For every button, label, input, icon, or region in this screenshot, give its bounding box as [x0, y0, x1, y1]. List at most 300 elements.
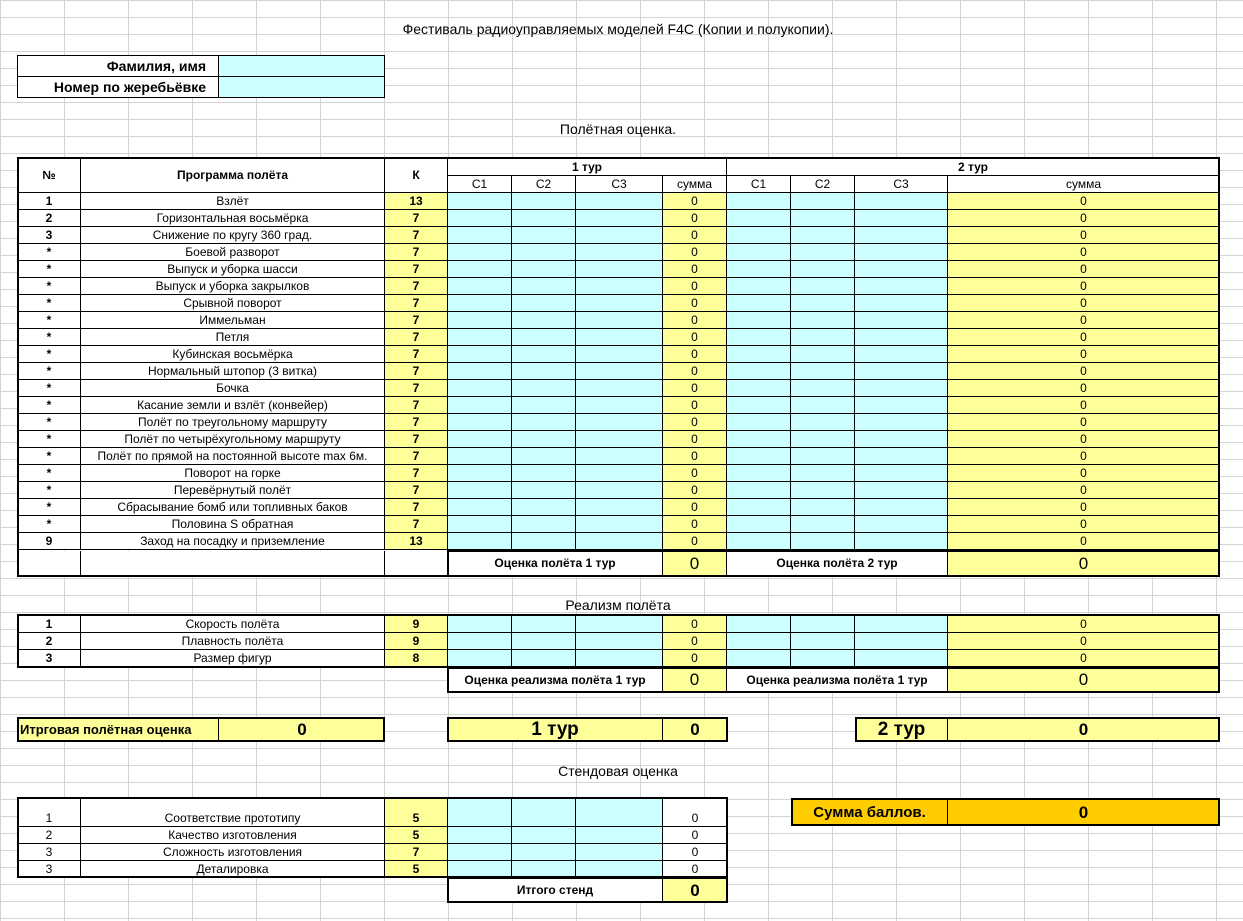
maneuver-name: Взлёт — [81, 193, 385, 210]
maneuver-name: Боевой разворот — [81, 244, 385, 261]
r1-c3-input[interactable] — [576, 363, 663, 380]
r1-c3-input[interactable] — [576, 414, 663, 431]
r2-c2-input[interactable] — [791, 193, 855, 210]
k-coefficient: 7 — [385, 244, 448, 261]
header-r1-c1: С1 — [448, 176, 512, 193]
maneuver-name: Поворот на горке — [81, 465, 385, 482]
r1-c3-input[interactable] — [576, 227, 663, 244]
row-number: * — [18, 465, 81, 482]
r1-c1-input[interactable] — [448, 193, 512, 210]
r1-c2-input[interactable] — [512, 193, 576, 210]
r1-c2-input[interactable] — [512, 482, 576, 499]
r1-c2-input[interactable] — [512, 363, 576, 380]
r2-c2-input[interactable] — [791, 261, 855, 278]
r2-c3-input[interactable] — [855, 465, 948, 482]
realism-r1-c1-input[interactable] — [448, 633, 512, 650]
r1-c3-input[interactable] — [576, 295, 663, 312]
r1-sum: 0 — [663, 210, 727, 227]
r2-c1-input[interactable] — [727, 227, 791, 244]
realism-r2-c3-input[interactable] — [855, 650, 948, 667]
static-sum: 0 — [663, 861, 727, 878]
r1-c2-input[interactable] — [512, 329, 576, 346]
r2-c1-input[interactable] — [727, 329, 791, 346]
r1-sum: 0 — [663, 431, 727, 448]
static-criterion: Деталировка — [81, 861, 385, 878]
r1-c3-input[interactable] — [576, 312, 663, 329]
final-r2-value: 0 — [948, 718, 1219, 741]
static-c3-input[interactable] — [576, 861, 663, 878]
r2-c1-input[interactable] — [727, 295, 791, 312]
r2-c2-input[interactable] — [791, 210, 855, 227]
r2-c3-input[interactable] — [855, 295, 948, 312]
r2-c3-input[interactable] — [855, 448, 948, 465]
r2-c1-input[interactable] — [727, 380, 791, 397]
r1-c3-input[interactable] — [576, 278, 663, 295]
r1-sum: 0 — [663, 516, 727, 533]
participant-name-label: Фамилия, имя — [17, 55, 219, 77]
r2-sum: 0 — [948, 397, 1219, 414]
r2-c3-input[interactable] — [855, 193, 948, 210]
realism-k: 8 — [385, 650, 448, 667]
r1-c2-input[interactable] — [512, 210, 576, 227]
maneuver-name: Горизонтальная восьмёрка — [81, 210, 385, 227]
maneuver-name: Перевёрнутый полёт — [81, 482, 385, 499]
maneuver-name: Полёт по прямой на постоянной высоте max 6м. — [81, 448, 385, 465]
r2-c1-input[interactable] — [727, 261, 791, 278]
maneuver-name: Срывной поворот — [81, 295, 385, 312]
realism-criterion: Скорость полёта — [81, 616, 385, 633]
r1-c1-input[interactable] — [448, 465, 512, 482]
static-c1-input[interactable] — [448, 799, 512, 827]
r2-c2-input[interactable] — [791, 312, 855, 329]
final-flight-label: Итрговая полётная оценка — [18, 718, 219, 741]
r2-c2-input[interactable] — [791, 227, 855, 244]
r2-c1-input[interactable] — [727, 499, 791, 516]
grand-total-label: Сумма баллов. — [792, 799, 948, 825]
r2-c3-input[interactable] — [855, 516, 948, 533]
r1-c3-input[interactable] — [576, 397, 663, 414]
r2-sum: 0 — [948, 363, 1219, 380]
maneuver-name: Кубинская восьмёрка — [81, 346, 385, 363]
r1-c1-input[interactable] — [448, 329, 512, 346]
header-round-2: 2 тур — [727, 158, 1219, 176]
maneuver-name: Петля — [81, 329, 385, 346]
k-coefficient: 7 — [385, 516, 448, 533]
realism-r1-c1-input[interactable] — [448, 616, 512, 633]
static-k: 5 — [385, 799, 448, 827]
r1-c2-input[interactable] — [512, 380, 576, 397]
r1-c3-input[interactable] — [576, 431, 663, 448]
row-number: * — [18, 312, 81, 329]
header-r2-c1: С1 — [727, 176, 791, 193]
static-c2-input[interactable] — [512, 861, 576, 878]
r1-c1-input[interactable] — [448, 278, 512, 295]
header-number: № — [18, 158, 81, 193]
r1-sum: 0 — [663, 261, 727, 278]
r1-c2-input[interactable] — [512, 346, 576, 363]
r1-sum: 0 — [663, 193, 727, 210]
realism-r1-sum: 0 — [663, 650, 727, 667]
r2-c2-input[interactable] — [791, 244, 855, 261]
r1-c1-input[interactable] — [448, 397, 512, 414]
r2-c2-input[interactable] — [791, 516, 855, 533]
r1-sum: 0 — [663, 380, 727, 397]
static-c3-input[interactable] — [576, 827, 663, 844]
r1-c2-input[interactable] — [512, 499, 576, 516]
r1-c3-input[interactable] — [576, 380, 663, 397]
r1-c2-input[interactable] — [512, 533, 576, 550]
r1-c2-input[interactable] — [512, 244, 576, 261]
row-number: * — [18, 261, 81, 278]
flight-total-spacer-num — [18, 551, 81, 575]
maneuver-name: Нормальный штопор (3 витка) — [81, 363, 385, 380]
static-c1-input[interactable] — [448, 827, 512, 844]
realism-r2-sum: 0 — [948, 616, 1219, 633]
r2-c1-input[interactable] — [727, 516, 791, 533]
r2-c1-input[interactable] — [727, 431, 791, 448]
row-number: 3 — [18, 227, 81, 244]
grand-total-value: 0 — [948, 799, 1219, 825]
r2-c2-input[interactable] — [791, 414, 855, 431]
r2-sum: 0 — [948, 380, 1219, 397]
k-coefficient: 7 — [385, 210, 448, 227]
realism-r2-c1-input[interactable] — [727, 616, 791, 633]
realism-r1-c2-input[interactable] — [512, 616, 576, 633]
header-r2-c3: С3 — [855, 176, 948, 193]
flight-total-r2-label: Оценка полёта 2 тур — [727, 551, 948, 575]
r1-c2-input[interactable] — [512, 278, 576, 295]
static-row-number: 2 — [18, 827, 81, 844]
r2-c1-input[interactable] — [727, 465, 791, 482]
flight-total-r2-value: 0 — [948, 551, 1219, 575]
k-coefficient: 13 — [385, 193, 448, 210]
realism-row-number: 3 — [18, 650, 81, 667]
r2-c3-input[interactable] — [855, 278, 948, 295]
static-c2-input[interactable] — [512, 844, 576, 861]
k-coefficient: 7 — [385, 312, 448, 329]
r2-c1-input[interactable] — [727, 414, 791, 431]
header-r1-sum: сумма — [663, 176, 727, 193]
r2-c2-input[interactable] — [791, 346, 855, 363]
r2-c3-input[interactable] — [855, 261, 948, 278]
realism-r1-c2-input[interactable] — [512, 650, 576, 667]
realism-r1-c2-input[interactable] — [512, 633, 576, 650]
static-row-number: 3 — [18, 844, 81, 861]
row-number: * — [18, 363, 81, 380]
r2-c3-input[interactable] — [855, 210, 948, 227]
r1-c1-input[interactable] — [448, 516, 512, 533]
r1-sum: 0 — [663, 312, 727, 329]
r2-sum: 0 — [948, 278, 1219, 295]
r2-sum: 0 — [948, 312, 1219, 329]
final-r1-value: 0 — [663, 718, 727, 741]
r2-c2-input[interactable] — [791, 329, 855, 346]
flight-total-r1-label: Оценка полёта 1 тур — [448, 551, 663, 575]
r2-c3-input[interactable] — [855, 244, 948, 261]
participant-name-input[interactable] — [218, 55, 385, 77]
k-coefficient: 7 — [385, 227, 448, 244]
r2-c3-input[interactable] — [855, 346, 948, 363]
r2-c3-input[interactable] — [855, 312, 948, 329]
k-coefficient: 7 — [385, 329, 448, 346]
static-c3-input[interactable] — [576, 844, 663, 861]
r1-c1-input[interactable] — [448, 448, 512, 465]
r2-c2-input[interactable] — [791, 499, 855, 516]
r1-c2-input[interactable] — [512, 414, 576, 431]
r1-c1-input[interactable] — [448, 261, 512, 278]
maneuver-name: Касание земли и взлёт (конвейер) — [81, 397, 385, 414]
r2-c1-input[interactable] — [727, 397, 791, 414]
r1-c3-input[interactable] — [576, 193, 663, 210]
k-coefficient: 7 — [385, 261, 448, 278]
r1-c3-input[interactable] — [576, 499, 663, 516]
k-coefficient: 7 — [385, 278, 448, 295]
realism-k: 9 — [385, 633, 448, 650]
static-sum: 0 — [663, 799, 727, 827]
maneuver-name: Бочка — [81, 380, 385, 397]
r1-c1-input[interactable] — [448, 414, 512, 431]
r2-c3-input[interactable] — [855, 414, 948, 431]
r2-c2-input[interactable] — [791, 431, 855, 448]
r2-c1-input[interactable] — [727, 312, 791, 329]
r2-c1-input[interactable] — [727, 448, 791, 465]
r1-c2-input[interactable] — [512, 465, 576, 482]
r1-c2-input[interactable] — [512, 261, 576, 278]
r1-c3-input[interactable] — [576, 448, 663, 465]
r2-sum: 0 — [948, 244, 1219, 261]
r1-c3-input[interactable] — [576, 329, 663, 346]
static-c1-input[interactable] — [448, 844, 512, 861]
row-number: 1 — [18, 193, 81, 210]
r2-sum: 0 — [948, 295, 1219, 312]
r2-sum: 0 — [948, 516, 1219, 533]
r1-c3-input[interactable] — [576, 210, 663, 227]
r1-c1-input[interactable] — [448, 533, 512, 550]
r2-sum: 0 — [948, 414, 1219, 431]
row-number: * — [18, 499, 81, 516]
maneuver-name: Снижение по кругу 360 град. — [81, 227, 385, 244]
header-r1-c2: С2 — [512, 176, 576, 193]
realism-total-r1-value: 0 — [663, 668, 727, 691]
r2-c3-input[interactable] — [855, 227, 948, 244]
realism-r2-c1-input[interactable] — [727, 633, 791, 650]
realism-total-r2-value: 0 — [948, 668, 1219, 691]
realism-criterion: Размер фигур — [81, 650, 385, 667]
r1-c1-input[interactable] — [448, 210, 512, 227]
r1-sum: 0 — [663, 499, 727, 516]
r2-c3-input[interactable] — [855, 397, 948, 414]
static-c2-input[interactable] — [512, 799, 576, 827]
r1-sum: 0 — [663, 278, 727, 295]
realism-r2-c2-input[interactable] — [791, 650, 855, 667]
static-c3-input[interactable] — [576, 799, 663, 827]
r1-sum: 0 — [663, 448, 727, 465]
row-number: * — [18, 448, 81, 465]
maneuver-name: Полёт по четырёхугольному маршруту — [81, 431, 385, 448]
row-number: * — [18, 380, 81, 397]
r1-sum: 0 — [663, 465, 727, 482]
r1-c1-input[interactable] — [448, 346, 512, 363]
draw-number-label: Номер по жеребьёвке — [17, 76, 219, 98]
r1-c2-input[interactable] — [512, 227, 576, 244]
static-c1-input[interactable] — [448, 861, 512, 878]
r1-c2-input[interactable] — [512, 312, 576, 329]
r2-c2-input[interactable] — [791, 380, 855, 397]
r2-c1-input[interactable] — [727, 244, 791, 261]
r1-c2-input[interactable] — [512, 431, 576, 448]
realism-r2-c1-input[interactable] — [727, 650, 791, 667]
final-r1-label: 1 тур — [448, 718, 663, 741]
r2-c2-input[interactable] — [791, 363, 855, 380]
r1-sum: 0 — [663, 482, 727, 499]
realism-r2-c3-input[interactable] — [855, 616, 948, 633]
r1-c2-input[interactable] — [512, 448, 576, 465]
r1-c1-input[interactable] — [448, 363, 512, 380]
r2-c1-input[interactable] — [727, 482, 791, 499]
static-total-value: 0 — [663, 878, 727, 902]
r1-c3-input[interactable] — [576, 516, 663, 533]
k-coefficient: 7 — [385, 295, 448, 312]
maneuver-name: Заход на посадку и приземление — [81, 533, 385, 550]
static-total-label: Итгого стенд — [448, 878, 663, 902]
r2-c3-input[interactable] — [855, 380, 948, 397]
row-number: 2 — [18, 210, 81, 227]
r1-c2-input[interactable] — [512, 516, 576, 533]
r2-c2-input[interactable] — [791, 278, 855, 295]
r1-c3-input[interactable] — [576, 533, 663, 550]
row-number: * — [18, 431, 81, 448]
header-round-1: 1 тур — [448, 158, 727, 176]
k-coefficient: 7 — [385, 465, 448, 482]
flight-total-spacer-name — [81, 551, 385, 575]
k-coefficient: 7 — [385, 431, 448, 448]
r2-sum: 0 — [948, 346, 1219, 363]
static-sum: 0 — [663, 827, 727, 844]
r1-c3-input[interactable] — [576, 346, 663, 363]
r2-c3-input[interactable] — [855, 499, 948, 516]
r1-c1-input[interactable] — [448, 312, 512, 329]
flight-section-title: Полётная оценка. — [559, 121, 677, 137]
r2-c2-input[interactable] — [791, 397, 855, 414]
r2-c3-input[interactable] — [855, 482, 948, 499]
realism-r2-c2-input[interactable] — [791, 633, 855, 650]
static-sum: 0 — [663, 844, 727, 861]
r2-c1-input[interactable] — [727, 363, 791, 380]
r2-sum: 0 — [948, 193, 1219, 210]
maneuver-name: Половина S обратная — [81, 516, 385, 533]
maneuver-name: Полёт по треугольному маршруту — [81, 414, 385, 431]
static-section-title: Стендовая оценка — [558, 763, 678, 779]
r2-sum: 0 — [948, 482, 1219, 499]
maneuver-name: Сбрасывание бомб или топливных баков — [81, 499, 385, 516]
realism-r1-c3-input[interactable] — [576, 633, 663, 650]
r2-sum: 0 — [948, 431, 1219, 448]
row-number: * — [18, 244, 81, 261]
r1-sum: 0 — [663, 244, 727, 261]
r2-sum: 0 — [948, 329, 1219, 346]
r1-c3-input[interactable] — [576, 465, 663, 482]
realism-r2-c3-input[interactable] — [855, 633, 948, 650]
realism-section-title: Реализм полёта — [565, 597, 671, 613]
r2-c1-input[interactable] — [727, 533, 791, 550]
r2-sum: 0 — [948, 210, 1219, 227]
header-r2-c2: С2 — [791, 176, 855, 193]
r1-c1-input[interactable] — [448, 499, 512, 516]
r2-sum: 0 — [948, 533, 1219, 550]
k-coefficient: 7 — [385, 363, 448, 380]
r2-c3-input[interactable] — [855, 363, 948, 380]
r1-c3-input[interactable] — [576, 261, 663, 278]
r2-c3-input[interactable] — [855, 431, 948, 448]
static-c2-input[interactable] — [512, 827, 576, 844]
static-k: 5 — [385, 827, 448, 844]
static-criterion: Сложность изготовления — [81, 844, 385, 861]
realism-k: 9 — [385, 616, 448, 633]
row-number: * — [18, 346, 81, 363]
realism-r2-sum: 0 — [948, 650, 1219, 667]
static-k: 5 — [385, 861, 448, 878]
r1-sum: 0 — [663, 533, 727, 550]
realism-r1-c3-input[interactable] — [576, 616, 663, 633]
r2-c2-input[interactable] — [791, 533, 855, 550]
r1-c2-input[interactable] — [512, 397, 576, 414]
r2-c3-input[interactable] — [855, 533, 948, 550]
k-coefficient: 7 — [385, 346, 448, 363]
r2-c2-input[interactable] — [791, 448, 855, 465]
k-coefficient: 7 — [385, 499, 448, 516]
row-number: * — [18, 295, 81, 312]
row-number: * — [18, 397, 81, 414]
realism-r1-c1-input[interactable] — [448, 650, 512, 667]
k-coefficient: 7 — [385, 482, 448, 499]
realism-r1-c3-input[interactable] — [576, 650, 663, 667]
r2-c2-input[interactable] — [791, 295, 855, 312]
r2-c2-input[interactable] — [791, 482, 855, 499]
r1-c1-input[interactable] — [448, 380, 512, 397]
header-r1-c3: С3 — [576, 176, 663, 193]
r1-sum: 0 — [663, 295, 727, 312]
r2-c3-input[interactable] — [855, 329, 948, 346]
row-number: * — [18, 516, 81, 533]
r2-c1-input[interactable] — [727, 193, 791, 210]
r1-c1-input[interactable] — [448, 482, 512, 499]
r1-c2-input[interactable] — [512, 295, 576, 312]
realism-r2-sum: 0 — [948, 633, 1219, 650]
final-flight-value: 0 — [219, 718, 385, 741]
r1-c1-input[interactable] — [448, 431, 512, 448]
r1-c1-input[interactable] — [448, 244, 512, 261]
k-coefficient: 13 — [385, 533, 448, 550]
r2-c2-input[interactable] — [791, 465, 855, 482]
realism-row-number: 1 — [18, 616, 81, 633]
page-title: Фестиваль радиоуправляемых моделей F4C (Копии и полукопии). — [402, 20, 834, 37]
r2-c1-input[interactable] — [727, 278, 791, 295]
r2-c1-input[interactable] — [727, 210, 791, 227]
draw-number-input[interactable] — [218, 76, 385, 98]
maneuver-name: Иммельман — [81, 312, 385, 329]
r2-c1-input[interactable] — [727, 346, 791, 363]
r1-sum: 0 — [663, 414, 727, 431]
r1-c3-input[interactable] — [576, 482, 663, 499]
r1-sum: 0 — [663, 363, 727, 380]
realism-r2-c2-input[interactable] — [791, 616, 855, 633]
r1-c1-input[interactable] — [448, 227, 512, 244]
r1-sum: 0 — [663, 227, 727, 244]
r1-c3-input[interactable] — [576, 244, 663, 261]
k-coefficient: 7 — [385, 448, 448, 465]
r1-sum: 0 — [663, 329, 727, 346]
r1-c1-input[interactable] — [448, 295, 512, 312]
